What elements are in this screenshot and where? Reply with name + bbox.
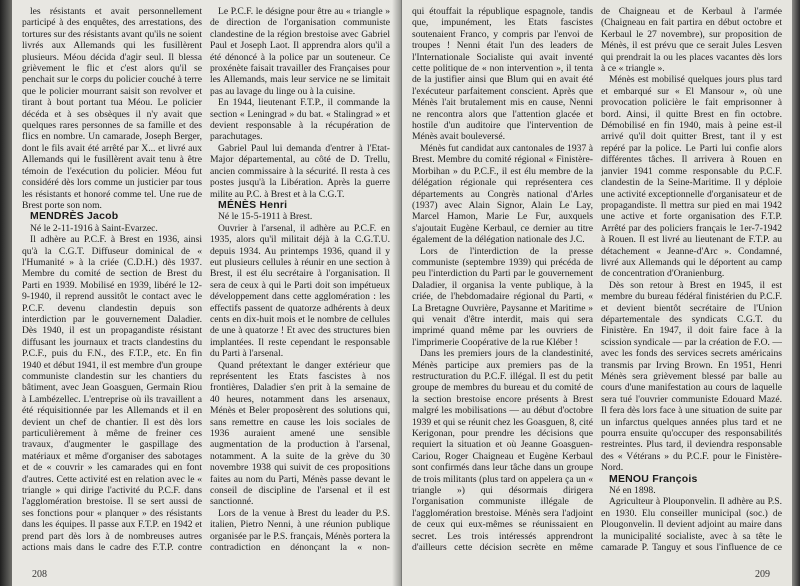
paragraph: Ouvrier à l'arsenal, il adhère au P.C.F. en 1935, alors qu'il militait déjà à la C.G.T.U. depuis 1934. Au printemps 1936, quand il y eut plusieurs cellules à réunir en une section à Brest, il est élu secrétaire à l'organisation. Il sera de ceux à qui le Parti doit son impétueux développement dans cette agglomération : les effectifs passent de quatorze adhérents à deux cents en dix-huit mois et le nombre de cellules de une à quatorze ! Et avec des structures bien implantées. Il reste cependant le responsable du Parti à l'arsenal. (210, 222, 390, 360)
paragraph: Ménès fut candidat aux cantonales de 1937 à Brest. Membre du comité régional « Finistère-Morbihan » du P.C.F., il est élu membre de la délégation régionale qui représentera ces départements au Congrès national d'Arles (1937) avec Alain Signor, Alain Le Lay, Marcel Hamon, Marie Le Fur, auxquels s'ajoutait Eugène Kerbaul, ce dernier au titre également de la délégation nationale des J.C. (412, 142, 593, 246)
book-edge-right (792, 0, 800, 586)
paragraph: En 1944, lieutenant F.T.P., il commande la section « Leningrad » du bat. « Stalingrad » et devient responsable à la récupération de parachutages. (210, 97, 390, 143)
entry-name-menes: MÉNÈS Henri (218, 198, 288, 211)
paragraph: Agriculteur à Plouponvelin. Il adhère au P.S. en 1930. Elu conseiller municipal (soc.) de Plougonvelin. Il devient adjoint au maire dans la municipalité socialiste, avec à sa tête le camarade P. Tanguy et sous l'influence de ce (601, 496, 782, 554)
paragraph: de Chaigneau et de Kerbaul à l'armée (Chaigneau en fait partira en début octobre et Kerbaul le 27 novembre), sur proposition de Ménès, il est prévu que ce serait Jules Lesven qui prendrait la ou les places vacantes dès lors à ce « triangle ». (601, 6, 782, 75)
paragraph: Dans les premiers jours de la clandestinité, Ménès participe aux premiers pas de la restructuration du P.C.F. illégal. Il est du petit groupe de membres du bureau et du comité de la section brestoise encore présents à Brest malgré les mobilisations — au début d'octobre 1939 et qui se réunit chez les Goasguen, 8, cité Kerigonan, pour prendre les décisions que requiert la situation et où Jeanne Goasguen-Cariou, Roger Chaigneau et Eugène Kerbaul sont confirmés dans leur tâche dans un groupe de trois militants (plus tard on appelera ça un « triangle ») qui désormais dirigera l'organisation communiste illégale de l'agglomération brestoise. Ménès sera l'adjoint de ceux qui eux-mêmes se réunissaient en secret. Les trois intéressés apprendront d'ailleurs cette décision secrète en même (412, 348, 593, 554)
left-page-column-2 (210, 6, 390, 554)
right-page-columns (412, 6, 782, 554)
entry-birth-menes: Né le 15-5-1911 à Brest. (218, 211, 313, 223)
book-edge-left (0, 0, 12, 586)
right-page-column-1 (412, 6, 593, 554)
paragraph: Quand prétextant le danger extérieur que représentent les Etats fascistes à nos frontières, Daladier s'en prit à la semaine de 40 heures, notamment dans les arsenaux, Ménès et Beler proposèrent des solutions qui, sans remettre en cause les lois sociales de 1936 auraient amené une sensible augmentation de la production à l'arsenal, notamment. A la suite de la grève du 30 novembre 1938 qui suivit de ces propositions faites au nom du Parti, Ménès passe devant le conseil de discipline de l'arsenal et il est sanctionné. (210, 359, 390, 508)
left-page-columns (22, 6, 390, 554)
right-page-column-2 (601, 6, 782, 554)
paragraph: les résistants et avait personnellement participé à des enquêtes, des arrestations, des tortures sur des résistants avant qu'ils ne soient livrés aux Allemands qui les fusillèrent plusieurs. Méou décida d'agir seul. Il blessa grièvement le flic et c'est alors qu'il se penchait sur le corps du policier couché à terre que le policier mourrant saisit son revolver et tirant à bout portant tua Méou. Le policier décéda et à ses obsèques il n'y avait que quelques rares personnes de sa famille et des flics en nombre. Un camarade, Joseph Berger, dont le fils avait été arrêté par X... et livré aux Allemands qui le fusillèrent avait tenu à être témoin de l'exécution du policier. Méou fut considéré dès lors comme un justicier par tous les résistants et honoré comme tel. Une rue de Brest porte son nom. (22, 6, 202, 211)
page-number-right: 209 (755, 569, 770, 580)
paragraph: Dès son retour à Brest en 1945, il est membre du bureau fédéral finistérien du P.C.F. et devient bientôt secrétaire de l'Union départementale des syndicats C.G.T. du Finistère. En 1947, il doit faire face à la scission syndicale — par la création de F.O. — avec les fonds des services secrets américains transmis par Irving Brown. En 1951, Henri Ménès sera grièvement blessé par balle au cours d'une manifestation au cours de laquelle sera tué l'ouvrier communiste Edouard Mazé. Il fera dès lors face à une situation de suite par un infarctus quelques années plus tard et ne pourra ensuite qu'occuper des responsabilités restreintes. Plus tard, il deviendra responsable des « Vétérans » du P.C.F. pour le Finistère-Nord. (601, 279, 782, 474)
paragraph: qui étouffait la république espagnole, tandis que, impunément, les Etats fascistes soutenaient Franco, y compris par l'envoi de troupes ! Nenni était l'un des leaders de l'Internationale Socialiste qui avait inventé cette politique de « non intervention », il tenta de la justifier ainsi que Blum qui en avait été l'exécuteur parfaitement conscient. Après que Ménès l'ait brutalement mis en cause, Nenni ne rencontra alors que l'attention glacée et hostile d'un auditoire que l'intervention de Ménès avait bouleversé. (412, 6, 593, 143)
left-page-column-1 (22, 6, 202, 554)
right-page (402, 0, 792, 586)
paragraph: Le P.C.F. le désigne pour être au « triangle » de direction de l'organisation communiste clandestine de la région brestoise avec Gabriel Paul et Joseph Laot. Il apprendra alors qu'il a été dénoncé à la police par un souteneur. Ce proxénète faisait travailler des Françaises pour les Allemands, mais leur service ne se limitait pas au lavage du linge ou à la cuisine. (210, 6, 390, 97)
paragraph: Ménès est mobilisé quelques jours plus tard et embarqué sur « El Mansour », où une provocation policière le fait emprisonner à bord. Ainsi, il quitte Brest en fin octobre. Démobilisé en fin 1940, mais à peine est-il arrivé qu'il doit quitter Brest, tant il y est repéré par la police. Le Parti lui confie alors différentes tâches. Il arrivera à Rouen en janvier 1941 comme responsable du P.C.F. clandestin de la Seine-Maritime. Il y déploie une activité exceptionnelle d'organisateur et de propagandiste. Il mettra sur pied en mai 1942 une active et forte organisation des F.T.P. Arrêté par des policiers français le 1er-7-1942 à Rouen. Il est livré au lieutenant de F.T.P. au détachement « Jeanne-d'Arc ». Condamné, livré aux Allemands qui le déportent au camp de concentration d'Oranienburg. (601, 74, 782, 280)
paragraph: Il adhère au P.C.F. à Brest en 1936, ainsi qu'à la C.G.T. Diffuseur dominical de « l'Humanité » à la criée (C.D.H.) dès 1937. Membre du comité de section de Brest du Parti en 1939. Mobilisé en 1939, libéré le 12-9-1940, il reprend aussitôt le contact avec le P.C.F. devenu clandestin depuis son interdiction par le gouvernement Daladier. Dès 1940, il est un propagandiste résistant diffusant les journaux et tracts clandestins du P.C.F., puis du F.N., des F.T.P., etc. En fin 1940 et début 1941, il est membre d'un groupe communiste clandestin sur les chantiers du bâtiment, avec Jean Goasguen, Germain Riou à Lambézellec. L'entreprise où ils travaillent a été réquisitionnée par les Allemands et il en devient un chef de chantier. Il est dès lors particulièrement à même de freiner ces travaux, d'augmenter le gaspillage des matériaux et même d'organiser des sabotages et de « couvrir » les camarades qui en font d'autres. Cette activité est en relation avec le « triangle » qui dirige l'activité du P.C.F. dans l'agglomération brestoise. Il se sert aussi de ses fonctions pour « planquer » des résistants dans les équipes. Il passe aux F.T.P. en 1942 et prend part dès lors à de nombreuses autres actions mais dans le cadre des F.T.P. contre (22, 234, 202, 554)
paragraph: Lors de l'interdiction de la presse communiste (septembre 1939) qui précéda de peu l'interdiction du Parti par le gouvernement Daladier, il organisa la vente publique, à la criée, de l'hebdomadaire régional du Parti, « La Bretagne Ouvrière, Paysanne et Maritime » qui venait d'être interdit, mais qui sera imprimé quand même par les ouvriers de l'imprimerie Coopérative de la rue Kléber ! (412, 245, 593, 348)
entry-name-mendres: MENDRÈS Jacob (30, 210, 119, 223)
entry-birth-mendres: Né le 2-11-1916 à Saint-Evarzec. (30, 222, 158, 234)
entry-name-menou: MENOU François (609, 472, 698, 485)
paragraph: Gabriel Paul lui demanda d'entrer à l'Etat-Major départemental, au côté de D. Trellu, ancien commissaire à la sécurité. Il resta à ces postes jusqu'à la Libération. Après la guerre milite au P.C. à Brest et à la C.G.T. (210, 142, 390, 200)
entry-birth-menou: Né en 1898. (609, 485, 656, 497)
paragraph: Lors de la venue à Brest du leader du P.S. italien, Pietro Nenni, à une réunion publique organisée par le P.S. français, Ménès portera la contradiction en dénonçant la « non- (210, 507, 390, 554)
page-number-left: 208 (32, 569, 47, 580)
left-page (12, 0, 400, 586)
